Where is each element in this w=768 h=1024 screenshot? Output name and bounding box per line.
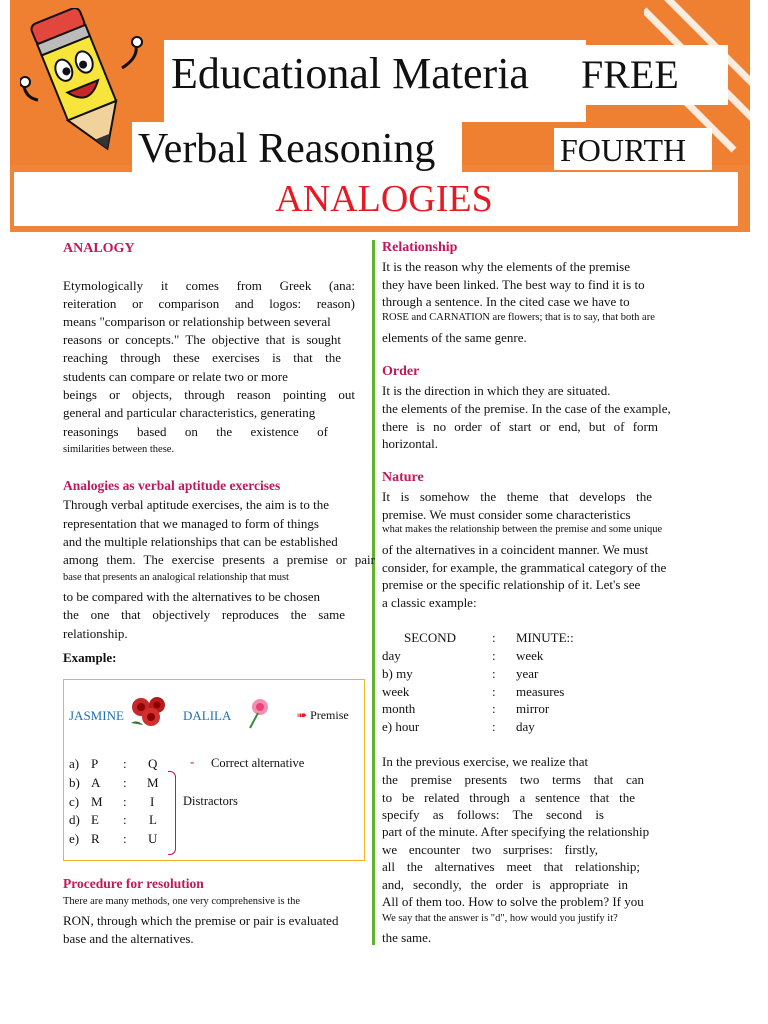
option-term-2: I xyxy=(150,794,155,809)
analogy-line: students can compare or relate two or more xyxy=(63,369,288,384)
nature-line: a classic example: xyxy=(382,595,477,610)
classic-term-1: SECOND xyxy=(404,630,457,645)
relationship-line: elements of the same genre. xyxy=(382,330,527,345)
aptitude-line: relationship. xyxy=(63,626,128,641)
option-colon: : xyxy=(123,794,127,809)
aptitude-line: the one that objectively reproduces the same xyxy=(63,607,345,622)
option-term-1: R xyxy=(91,831,100,846)
page-title: Educational Materia xyxy=(171,49,529,98)
nature-line: premise. We must consider some characteristics xyxy=(382,507,631,522)
option-colon: : xyxy=(123,812,127,827)
aptitude-line: representation that we managed to form of things xyxy=(63,516,319,531)
rose-icon xyxy=(127,695,175,729)
grade-label: FOURTH xyxy=(560,132,687,168)
premise-label xyxy=(297,708,349,723)
final-line: We say that the answer is "d", how would you justify it? xyxy=(382,913,618,924)
procedure-heading: Procedure for resolution xyxy=(63,876,204,891)
classic-term-1: b) my xyxy=(382,666,413,681)
option-colon: : xyxy=(123,831,127,846)
procedure-line: RON, through which the premise or pair is evaluated xyxy=(63,913,339,928)
free-label: FREE xyxy=(581,52,679,97)
arrow-icon: ➠ xyxy=(297,708,311,722)
order-line: It is the direction in which they are situated. xyxy=(382,383,611,398)
topic-title: ANALOGIES xyxy=(275,178,493,220)
nature-line: It is somehow the theme that develops the xyxy=(382,489,652,504)
option-letter: d) xyxy=(69,812,80,827)
analogy-line: reasons or concepts." The objective that is sought xyxy=(63,332,341,347)
final-line: all the alternatives meet that relationship; xyxy=(382,859,640,874)
aptitude-heading: Analogies as verbal aptitude exercises xyxy=(63,478,281,493)
classic-term-2: year xyxy=(516,666,539,681)
classic-colon: : xyxy=(492,630,496,645)
nature-line: what makes the relationship between the premise and some unique xyxy=(382,524,663,535)
classic-colon: : xyxy=(492,648,496,663)
analogy-line: beings or objects, through reason pointing out xyxy=(63,387,355,402)
option-colon: : xyxy=(123,775,127,790)
final-line: we encounter two surprises: firstly, xyxy=(382,842,598,857)
option-term-1: A xyxy=(91,775,101,790)
dash-marker-icon: - xyxy=(190,754,195,769)
classic-term-1: day xyxy=(382,648,401,663)
pencil-mascot-icon xyxy=(20,8,146,158)
procedure-line: There are many methods, one very comprehensive is the xyxy=(63,896,301,907)
procedure-line: base and the alternatives. xyxy=(63,931,194,946)
analogy-line: means "comparison or relationship between several xyxy=(63,314,331,329)
option-colon: : xyxy=(123,756,127,771)
distractors-label: Distractors xyxy=(183,794,238,808)
classic-colon: : xyxy=(492,701,496,716)
subject-label: Verbal Reasoning xyxy=(138,126,436,172)
classic-term-1: month xyxy=(382,701,416,716)
relationship-line: through a sentence. In the cited case we have to xyxy=(382,294,630,309)
classic-term-2: mirror xyxy=(516,701,550,716)
option-term-1: M xyxy=(91,794,103,809)
nature-line: of the alternatives in a coincident manner. We must xyxy=(382,542,649,557)
aptitude-line: and the multiple relationships that can be established xyxy=(63,534,338,549)
order-line: the elements of the premise. In the case of the example, xyxy=(382,401,671,416)
option-letter: b) xyxy=(69,775,80,790)
final-line: part of the minute. After specifying the relationship xyxy=(382,824,650,839)
final-line: and, secondly, the order is appropriate in xyxy=(382,877,628,892)
analogy-line: similarities between these. xyxy=(63,444,175,455)
classic-term-2: MINUTE:: xyxy=(516,630,574,645)
analogy-line: reiteration or comparison and logos: reason) xyxy=(63,296,355,311)
nature-line: premise or the specific relationship of it. Let's see xyxy=(382,577,641,592)
relationship-line: they have been linked. The best way to find it is to xyxy=(382,277,645,292)
analogy-line: Etymologically it comes from Greek (ana: xyxy=(63,278,355,293)
analogy-line: general and particular characteristics, generating xyxy=(63,405,316,420)
classic-colon: : xyxy=(492,719,496,734)
correct-alternative-label: Correct alternative xyxy=(211,756,305,770)
final-line: All of them too. How to solve the problem? If you xyxy=(382,894,644,909)
distractors-bracket xyxy=(168,771,176,855)
option-term-1: P xyxy=(91,756,99,771)
aptitude-line: Through verbal aptitude exercises, the aim is to the xyxy=(63,497,330,512)
classic-term-1: week xyxy=(382,684,410,699)
final-line: In the previous exercise, we realize that xyxy=(382,754,589,769)
classic-term-2: measures xyxy=(516,684,565,699)
order-line: there is no order of start or end, but of form xyxy=(382,419,658,434)
classic-term-1: e) hour xyxy=(382,719,420,734)
relationship-line: ROSE and CARNATION are flowers; that is to say, that both are xyxy=(382,312,655,323)
analogy-heading: ANALOGY xyxy=(63,241,135,256)
order-heading: Order xyxy=(382,364,420,379)
option-letter: e) xyxy=(69,831,80,846)
option-letter: c) xyxy=(69,794,80,809)
relationship-heading: Relationship xyxy=(382,240,458,255)
aptitude-line: to be compared with the alternatives to be chosen xyxy=(63,589,321,604)
example-word-1: JASMINE xyxy=(69,708,124,723)
classic-term-2: week xyxy=(516,648,544,663)
aptitude-line: base that presents an analogical relationship that must xyxy=(63,572,289,583)
classic-colon: : xyxy=(492,684,496,699)
nature-heading: Nature xyxy=(382,470,424,485)
option-term-2: L xyxy=(149,812,157,827)
final-line: the same. xyxy=(382,930,432,945)
example-word-2: DALILA xyxy=(183,708,232,723)
classic-colon: : xyxy=(492,666,496,681)
nature-line: consider, for example, the grammatical category of the xyxy=(382,560,667,575)
final-line: to be related through a sentence that the xyxy=(382,790,635,805)
aptitude-line: among them. The exercise presents a premise or pair xyxy=(63,552,375,567)
final-line: the premise presents two terms that can xyxy=(382,772,644,787)
relationship-line: It is the reason why the elements of the premise xyxy=(382,259,631,274)
analogy-line: reaching through these exercises is that the xyxy=(63,350,341,365)
option-term-1: E xyxy=(91,812,99,827)
example-label: Example: xyxy=(63,650,117,665)
premise-text: Premise xyxy=(310,708,349,722)
analogy-line: reasonings based on the existence of xyxy=(63,424,328,439)
option-term-2: M xyxy=(147,775,159,790)
final-line: specify as follows: The second is xyxy=(382,807,604,822)
option-letter: a) xyxy=(69,756,80,771)
option-term-2: U xyxy=(148,831,158,846)
classic-term-2: day xyxy=(516,719,535,734)
carnation-icon xyxy=(244,697,274,729)
option-term-2: Q xyxy=(148,756,158,771)
column-divider xyxy=(372,240,375,945)
order-line: horizontal. xyxy=(382,436,438,451)
